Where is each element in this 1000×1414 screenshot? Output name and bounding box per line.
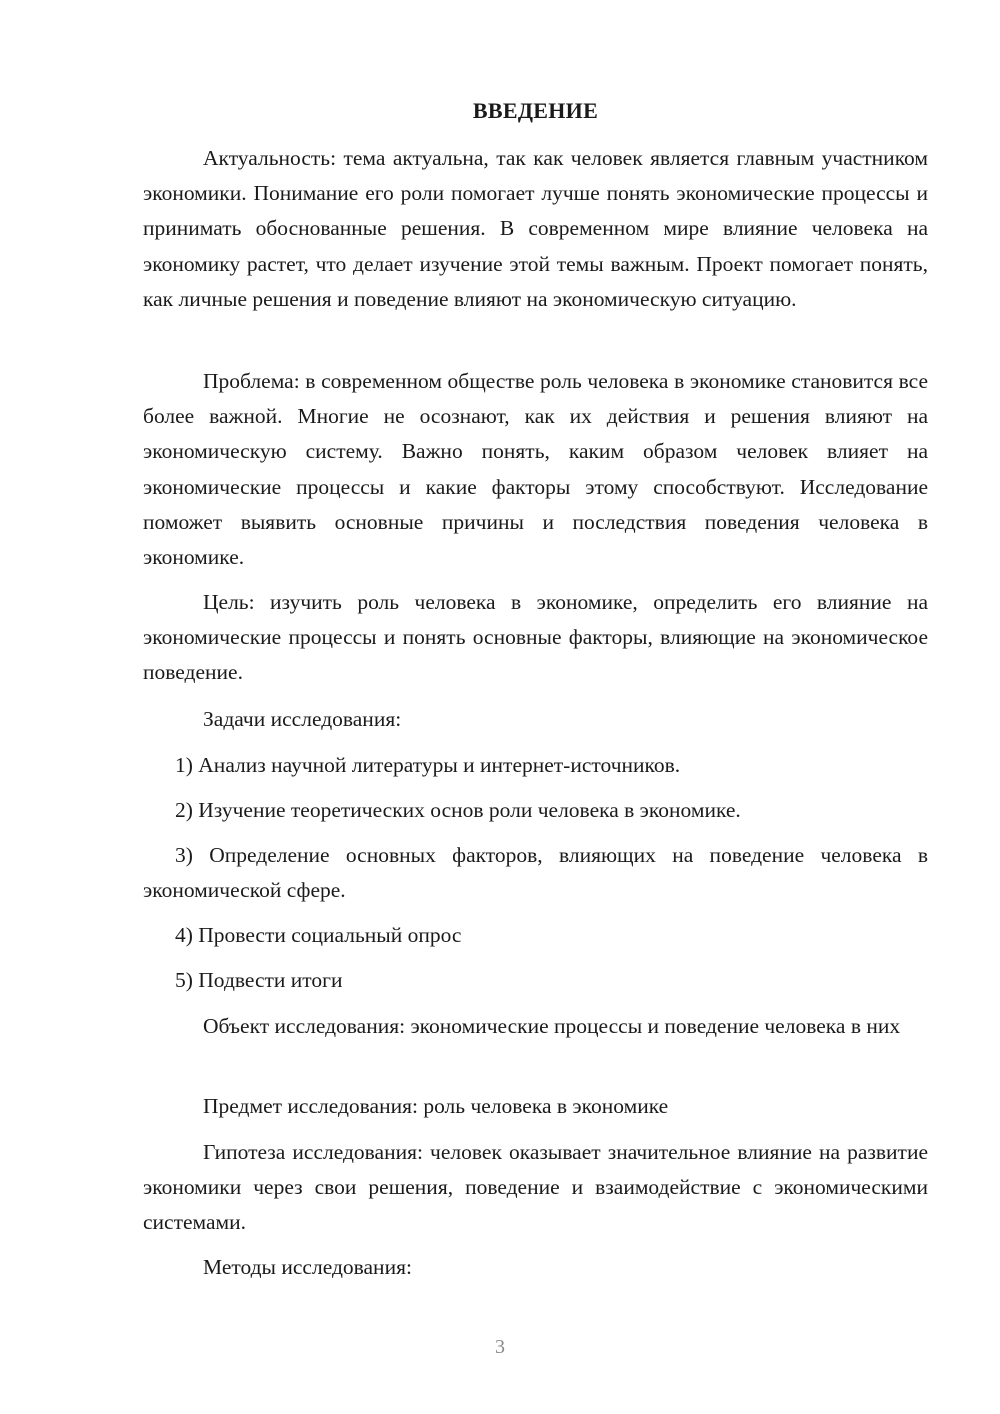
task-item-1: 1) Анализ научной литературы и интернет-источников. [175,753,681,777]
task-item-5: 5) Подвести итоги [175,968,343,992]
task-item-4: 4) Провести социальный опрос [175,923,462,947]
goal-paragraph: Цель: изучить роль человека в экономике, определить его влияние на экономические процессы и понять основные факторы, влияющие на экономическое поведение. [143,590,928,685]
tasks-heading: Задачи исследования: [203,707,402,731]
object-paragraph: Объект исследования: экономические процессы и поведение человека в них [203,1014,901,1038]
task-item-3: 3) Определение основных факторов, влияющих на поведение человека в экономической сфере. [143,843,928,903]
relevance-paragraph: Актуальность: тема актуальна, так как человек является главным участником экономики. Понимание его роли помогает лучше понять экономические процессы и принимать обоснованные решения. В современном мире влияние человека на экономику растет, что делает изучение этой темы важным. Проект помогает понять, как личные решения и поведение влияют на экономическую ситуацию. [143,146,928,311]
hypothesis-paragraph: Гипотеза исследования: человек оказывает значительное влияние на развитие экономики через свои решения, поведение и взаимодействие с экономическими системами. [143,1140,928,1235]
methods-heading: Методы исследования: [203,1255,412,1279]
page-number: 3 [495,1336,505,1358]
problem-paragraph: Проблема: в современном обществе роль человека в экономике становится все более важной. Многие не осознают, как их действия и решения влияют на экономическую систему. Важно понять, каким образом человек влияет на экономические процессы и какие факторы этому способствуют. Исследование поможет выявить основные причины и последствия поведения человека в экономике. [143,369,928,570]
page-title: ВВЕДЕНИЕ [472,98,599,123]
task-item-2: 2) Изучение теоретических основ роли человека в экономике. [175,798,741,822]
subject-paragraph: Предмет исследования: роль человека в экономике [203,1094,669,1118]
